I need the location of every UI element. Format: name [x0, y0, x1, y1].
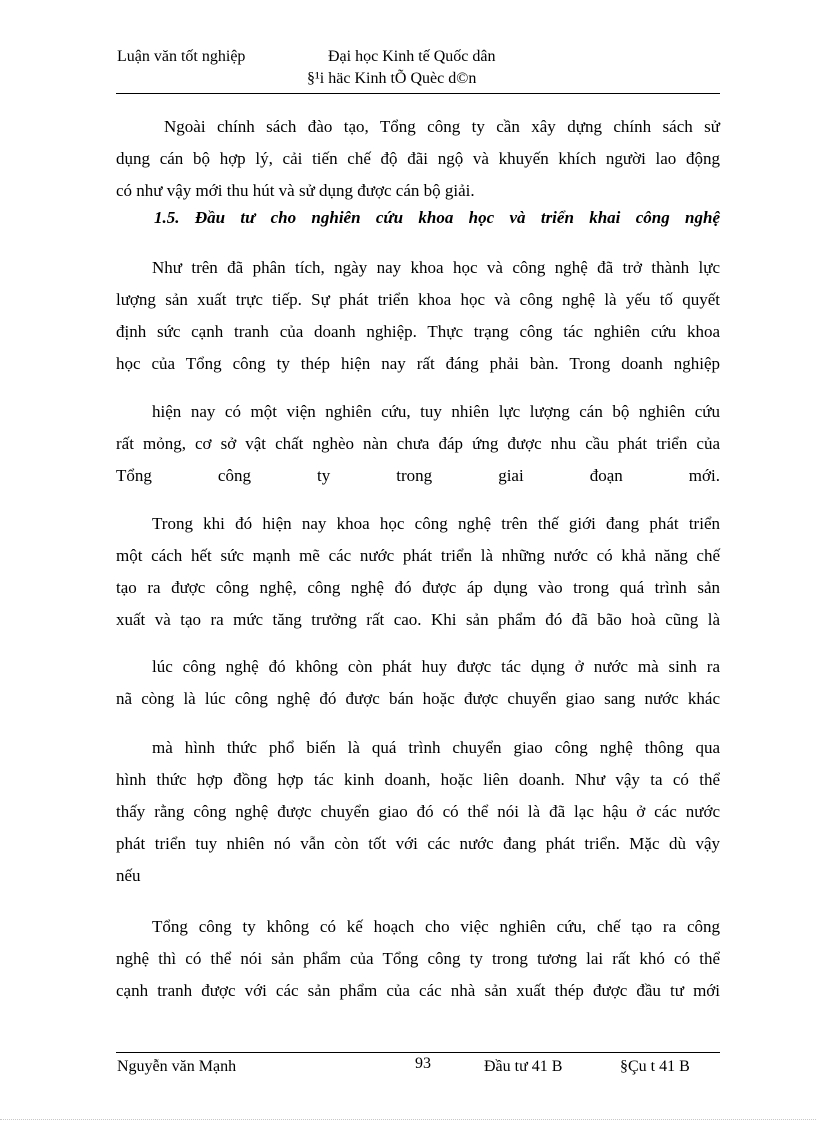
text-line: định sức cạnh tranh của doanh nghiệp. Thực trạng công tác nghiên cứu khoa [116, 322, 720, 341]
section-heading: 1.5. Đầu tư cho nghiên cứu khoa học và triển khai công nghệ [154, 208, 720, 227]
text-line: lúc công nghệ đó không còn phát huy được tác dụng ở nước mà sinh ra [152, 657, 720, 676]
text-line: rất mỏng, cơ sở vật chất nghèo nàn chưa đáp ứng được nhu cầu phát triển của [116, 434, 720, 453]
text-line: học của Tổng công ty thép hiện nay rất đáng phải bàn. Trong doanh nghiệp [116, 354, 720, 373]
text-line: phát triển tuy nhiên nó vẫn còn tốt với các nước đang phát triển. Mặc dù vậy [116, 834, 720, 853]
header-rule [116, 93, 720, 94]
paragraph-science-technology [116, 252, 720, 380]
paragraph-technology-transfer [116, 651, 720, 715]
header-university-encoded: §¹i häc Kinh tÕ Quèc d©n [307, 70, 477, 87]
text-line: cạnh tranh được với các sản phẩm của các nhà sản xuất thép được đầu tư mới [116, 981, 720, 1000]
text-line: Như trên đã phân tích, ngày nay khoa học và công nghệ đã trở thành lực [152, 258, 720, 277]
text-line: có như vậy mới thu hút và sử dụng được cán bộ giải. [116, 181, 475, 200]
footer-class-label-encoded: §Çu t 41 B [620, 1058, 690, 1075]
text-line: hình thức hợp đồng hợp tác kinh doanh, hoặc liên doanh. Như vậy ta có thể [116, 770, 720, 789]
paragraph-training-policy [116, 111, 720, 207]
footer-page-number: 93 [415, 1055, 431, 1072]
footer-author: Nguyễn văn Mạnh [117, 1058, 237, 1075]
text-line: Ngoài chính sách đào tạo, Tổng công ty cần xây dựng chính sách sử [164, 117, 720, 136]
paragraph-research-institute [116, 396, 720, 492]
footer-rule [116, 1052, 720, 1053]
text-line: tạo ra được công nghệ, công nghệ đó được áp dụng vào trong quá trình sản [116, 578, 720, 597]
text-line: Tổng công ty không có kế hoạch cho việc nghiên cứu, chế tạo ra công [152, 917, 720, 936]
text-line: xuất và tạo ra mức tăng trưởng rất cao. Khi sản phẩm đó đã bão hoà cũng là [116, 610, 720, 629]
text-line: thấy rằng công nghệ được chuyển giao đó có thể nói là đã lạc hậu ở các nước [116, 802, 720, 821]
text-line: lượng sản xuất trực tiếp. Sự phát triển khoa học và công nghệ là yếu tố quyết [116, 290, 720, 309]
text-line: nếu [116, 866, 141, 885]
text-line: hiện nay có một viện nghiên cứu, tuy nhiên lực lượng cán bộ nghiên cứu [152, 402, 720, 421]
header-university: Đại học Kinh tế Quốc dân [328, 48, 496, 65]
header-thesis-label: Luận văn tốt nghiệp [117, 48, 246, 65]
footer-class-label: Đầu tư 41 B [484, 1058, 563, 1075]
text-line: Tổng công ty trong giai đoạn mới. [116, 466, 720, 485]
text-line: một cách hết sức mạnh mẽ các nước phát triển là những nước có khả năng chế [116, 546, 720, 565]
paragraph-world-technology [116, 508, 720, 636]
text-line: Trong khi đó hiện nay khoa học công nghệ trên thế giới đang phát triển [152, 514, 720, 533]
paragraph-joint-venture [116, 732, 720, 892]
text-line: nghệ thì có thể nói sản phẩm của Tổng công ty trong tương lai rất khó có thể [116, 949, 720, 968]
text-line: dụng cán bộ hợp lý, cải tiến chế độ đãi ngộ và khuyến khích người lao động [116, 149, 720, 168]
text-line: mà hình thức phổ biến là quá trình chuyển giao công nghệ thông qua [152, 738, 720, 757]
text-line: nã còng là lúc công nghệ đó được bán hoặc được chuyển giao sang nước khác [116, 689, 720, 708]
paragraph-research-plan [116, 911, 720, 1007]
page-bottom-border [0, 1119, 816, 1120]
